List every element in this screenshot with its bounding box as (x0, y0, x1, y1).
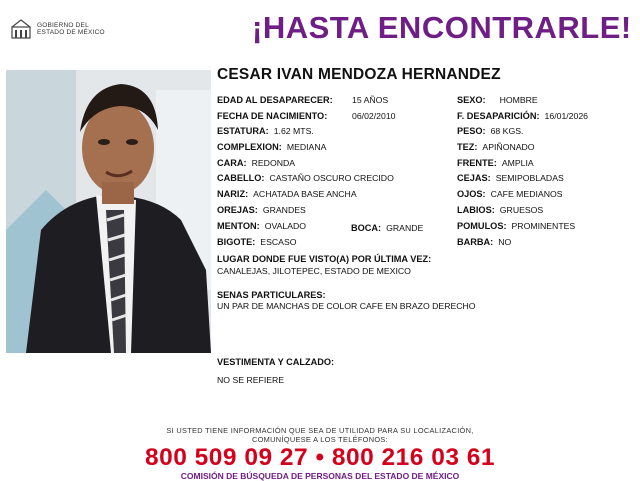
contact-phones: 800 509 09 27 • 800 216 03 61 (144, 444, 496, 471)
field-cheekbones (457, 221, 575, 232)
missing-person-photo (6, 70, 211, 353)
field-value: APIÑONADO (482, 142, 535, 152)
marks-value: UN PAR DE MANCHAS DE COLOR CAFE EN BRAZO DERECHO (217, 301, 476, 311)
field-label: F. DESAPARICIÓN: (457, 111, 540, 121)
field-label: OREJAS: (217, 205, 258, 215)
field-value: NO (498, 237, 512, 247)
field-value: SEMIPOBLADAS (495, 173, 564, 183)
poster-title: ¡HASTA ENCONTRARLE! (252, 10, 632, 45)
field-label: LABIOS: (457, 205, 495, 215)
field-value: REDONDA (251, 158, 296, 168)
field-value: HOMBRE (499, 95, 538, 105)
commission-name: COMISIÓN DE BÚSQUEDA DE PERSONAS DEL ESTADO DE MÉXICO (180, 471, 460, 481)
field-age (217, 95, 389, 106)
field-value: GRUESOS (499, 205, 544, 215)
footer-note-line-1: SI USTED TIENE INFORMACIÓN QUE SEA DE UTILIDAD PARA SU LOCALIZACIÓN, (166, 426, 474, 435)
field-chin (217, 221, 306, 232)
field-label: COMPLEXION: (217, 142, 282, 152)
field-value: 16/01/2026 (544, 111, 589, 121)
marks-label: SENAS PARTICULARES: (217, 290, 326, 300)
field-birthdate (217, 111, 396, 122)
field-label: FRENTE: (457, 158, 497, 168)
field-hair (217, 173, 394, 184)
field-height (217, 126, 314, 137)
field-label: OJOS: (457, 189, 486, 199)
field-label: ESTATURA: (217, 126, 269, 136)
field-label: MENTON: (217, 221, 260, 231)
field-label: BOCA: (351, 223, 382, 233)
field-label: BARBA: (457, 237, 494, 247)
field-value: MEDIANA (286, 142, 327, 152)
field-disappearance-date (457, 111, 588, 122)
field-value: CAFE MEDIANOS (490, 189, 563, 199)
last-seen-label: LUGAR DONDE FUE VISTO(A) POR ÚLTIMA VEZ: (217, 254, 432, 264)
field-value: 15 AÑOS (352, 95, 389, 105)
field-label: SEXO: (457, 95, 486, 105)
field-build (217, 142, 326, 153)
field-value: ACHATADA BASE ANCHA (253, 189, 357, 199)
field-label: CEJAS: (457, 173, 491, 183)
footer-note-line-2: COMUNÍQUESE A LOS TELÉFONOS: (252, 435, 388, 444)
logo-text (37, 22, 105, 36)
field-value: OVALADO (264, 221, 307, 231)
field-label: FECHA DE NACIMIENTO: (217, 111, 328, 121)
field-label: CABELLO: (217, 173, 265, 183)
field-label: EDAD AL DESAPARECER: (217, 95, 333, 105)
field-weight (457, 126, 523, 137)
field-value: GRANDE (386, 223, 424, 233)
field-label: PESO: (457, 126, 486, 136)
field-value: GRANDES (262, 205, 306, 215)
logo-line-2: ESTADO DE MÉXICO (37, 29, 105, 36)
field-value: 06/02/2010 (352, 111, 396, 121)
clothing-value: NO SE REFIERE (217, 375, 285, 385)
field-value: 1.62 MTS. (273, 126, 314, 136)
field-forehead (457, 158, 534, 169)
field-nose (217, 189, 357, 200)
field-lips (457, 205, 543, 216)
field-value: CASTAÑO OSCURO CRECIDO (269, 173, 394, 183)
field-label: POMULOS: (457, 221, 507, 231)
field-label: CARA: (217, 158, 247, 168)
last-seen-value: CANALEJAS, JILOTEPEC, ESTADO DE MEXICO (217, 266, 411, 276)
field-eyes (457, 189, 563, 200)
state-emblem-icon (10, 18, 32, 40)
field-value: AMPLIA (501, 158, 534, 168)
field-complexion (457, 142, 535, 153)
clothing-label: VESTIMENTA Y CALZADO: (217, 357, 335, 367)
field-beard (457, 237, 511, 248)
field-eyebrows (457, 173, 564, 184)
field-mustache (217, 237, 297, 248)
government-logo (10, 18, 105, 40)
field-sex (457, 95, 538, 106)
field-label: BIGOTE: (217, 237, 256, 247)
field-label: TEZ: (457, 142, 478, 152)
field-value: ESCASO (260, 237, 297, 247)
logo-line-1: GOBIERNO DEL (37, 22, 89, 29)
field-mouth (351, 223, 423, 234)
field-value: 68 KGS. (490, 126, 524, 136)
field-ears (217, 205, 306, 216)
field-face (217, 158, 295, 169)
person-name: CESAR IVAN MENDOZA HERNANDEZ (217, 66, 501, 83)
field-value: PROMINENTES (511, 221, 576, 231)
field-label: NARIZ: (217, 189, 249, 199)
